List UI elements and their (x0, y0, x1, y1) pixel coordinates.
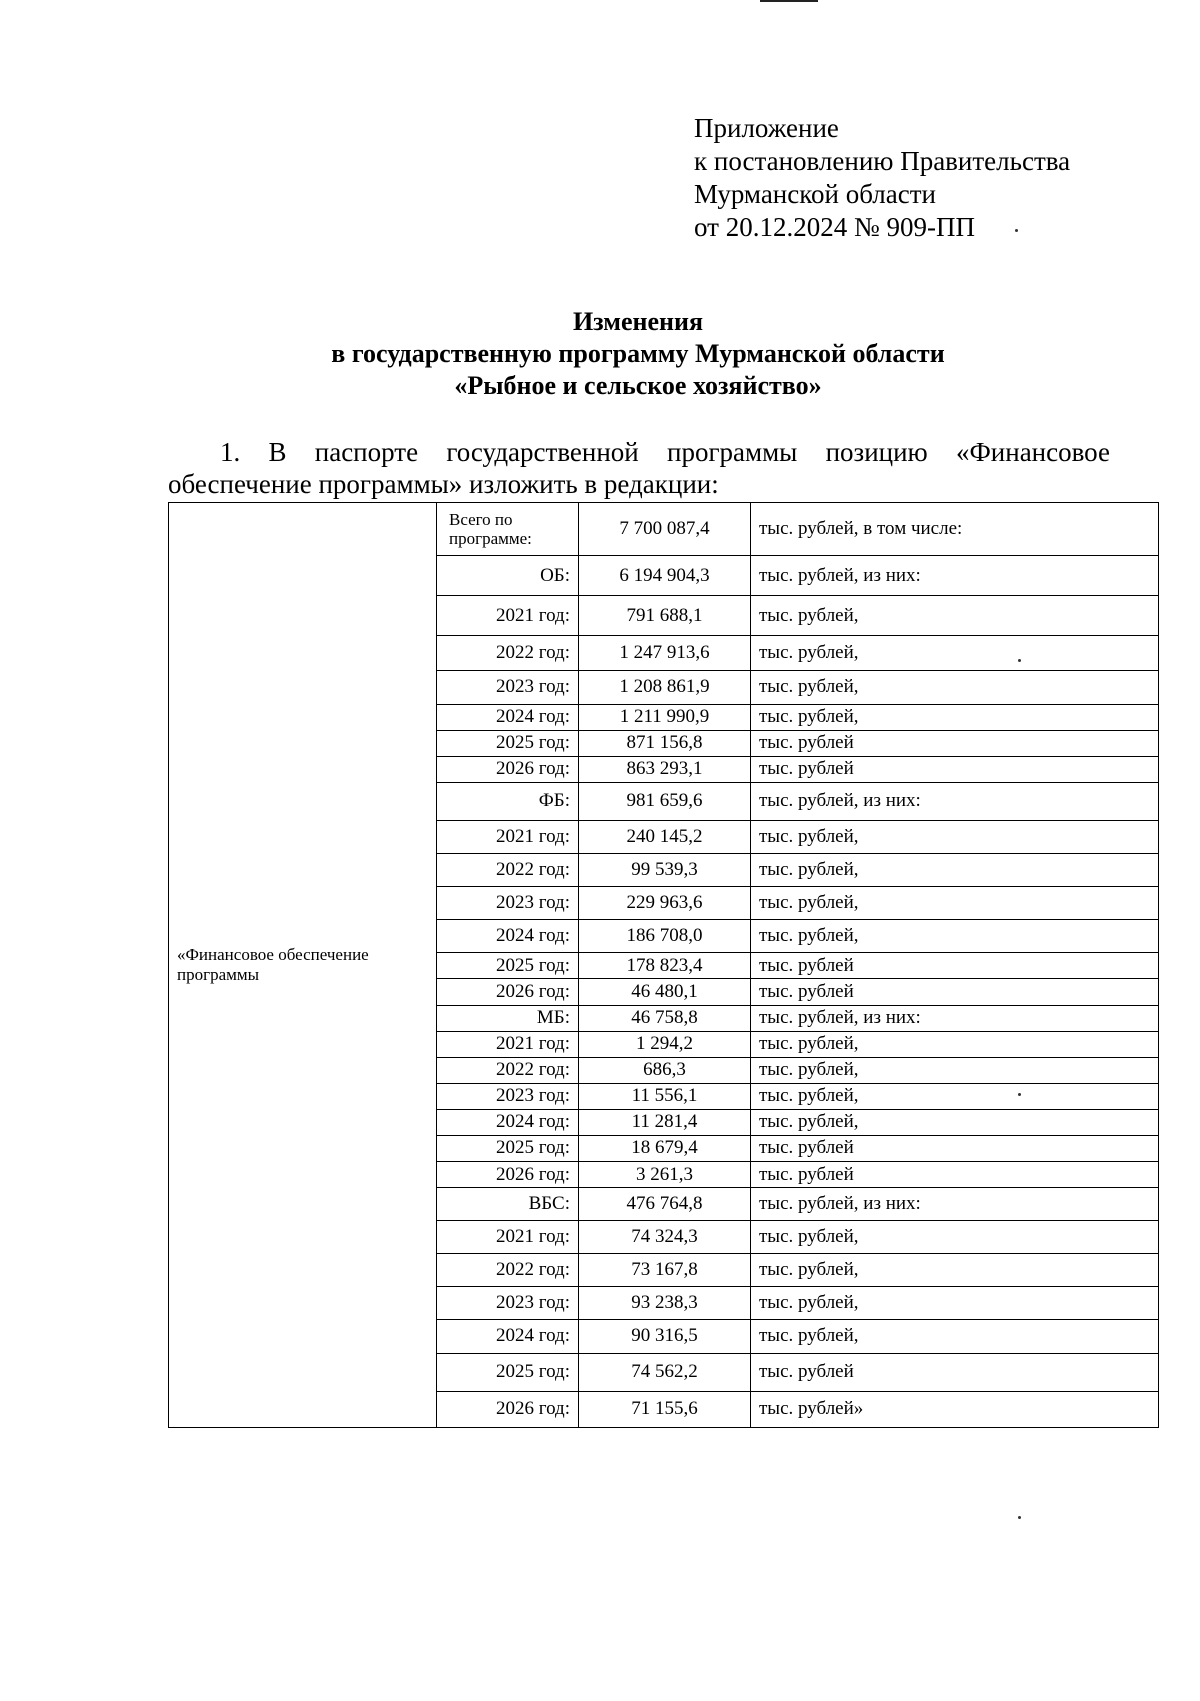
scan-speck (1018, 1093, 1021, 1096)
row-value: 186 708,0 (579, 920, 751, 953)
row-unit: тыс. рублей, из них: (751, 556, 1159, 596)
row-value: 240 145,2 (579, 820, 751, 853)
row-unit: тыс. рублей (751, 953, 1159, 979)
row-value: 73 167,8 (579, 1254, 751, 1287)
row-label: МБ: (437, 1005, 579, 1031)
row-value: 476 764,8 (579, 1188, 751, 1221)
row-unit: тыс. рублей, (751, 596, 1159, 636)
row-unit: тыс. рублей, (751, 1221, 1159, 1254)
row-unit: тыс. рублей, (751, 1320, 1159, 1353)
row-label: 2022 год: (437, 1254, 579, 1287)
appendix-line: Мурманской области (694, 179, 936, 209)
row-unit: тыс. рублей (751, 979, 1159, 1005)
row-unit: тыс. рублей (751, 1161, 1159, 1187)
row-value: 229 963,6 (579, 887, 751, 920)
title-line: Изменения (572, 307, 704, 336)
row-label: 2025 год: (437, 1353, 579, 1391)
row-label: 2024 год: (437, 920, 579, 953)
row-value: 686,3 (579, 1057, 751, 1083)
title-line: в государственную программу Мурманской области (331, 339, 945, 368)
row-unit: тыс. рублей, (751, 854, 1159, 887)
row-unit: тыс. рублей, (751, 670, 1159, 704)
row-value: 6 194 904,3 (579, 556, 751, 596)
row-label: 2021 год: (437, 1031, 579, 1057)
row-value: 791 688,1 (579, 596, 751, 636)
section-label-cell: «Финансовое обеспечение программы (169, 503, 437, 1428)
row-value: 7 700 087,4 (579, 503, 751, 556)
row-value: 90 316,5 (579, 1320, 751, 1353)
appendix-line: Приложение (694, 113, 839, 143)
row-unit: тыс. рублей (751, 1353, 1159, 1391)
row-value: 11 556,1 (579, 1083, 751, 1109)
row-unit: тыс. рублей, (751, 1254, 1159, 1287)
scan-speck (1018, 659, 1021, 662)
row-label: 2023 год: (437, 670, 579, 704)
row-unit: тыс. рублей, из них: (751, 782, 1159, 820)
row-value: 871 156,8 (579, 730, 751, 756)
row-label: ВБС: (437, 1188, 579, 1221)
row-value: 863 293,1 (579, 756, 751, 782)
row-unit: тыс. рублей, (751, 820, 1159, 853)
row-label: Всего по программе: (437, 503, 579, 556)
row-unit: тыс. рублей, из них: (751, 1005, 1159, 1031)
row-value: 93 238,3 (579, 1287, 751, 1320)
appendix-block (694, 112, 1070, 244)
row-label: 2025 год: (437, 730, 579, 756)
row-unit: тыс. рублей, (751, 920, 1159, 953)
row-value: 178 823,4 (579, 953, 751, 979)
document-title (168, 306, 1108, 402)
row-label: 2026 год: (437, 979, 579, 1005)
amendment-paragraph: 1. В паспорте государственной программы позицию «Финансовое обеспечение программы» изложить в редакции: (168, 437, 1110, 499)
row-unit: тыс. рублей, (751, 704, 1159, 730)
row-unit: тыс. рублей, (751, 887, 1159, 920)
row-label: 2026 год: (437, 1391, 579, 1427)
top-margin-mark (760, 0, 818, 2)
table-row (169, 503, 1159, 556)
row-value: 1 294,2 (579, 1031, 751, 1057)
row-label: 2021 год: (437, 596, 579, 636)
row-label: 2024 год: (437, 1109, 579, 1135)
row-label: ОБ: (437, 556, 579, 596)
row-value: 981 659,6 (579, 782, 751, 820)
row-unit: тыс. рублей, (751, 636, 1159, 670)
row-label: 2021 год: (437, 820, 579, 853)
row-value: 74 562,2 (579, 1353, 751, 1391)
row-unit: тыс. рублей, (751, 1083, 1159, 1109)
row-label: 2025 год: (437, 1135, 579, 1161)
row-label: 2023 год: (437, 1287, 579, 1320)
row-value: 1 247 913,6 (579, 636, 751, 670)
row-value: 18 679,4 (579, 1135, 751, 1161)
row-value: 46 758,8 (579, 1005, 751, 1031)
row-unit: тыс. рублей, (751, 1287, 1159, 1320)
row-label: 2024 год: (437, 1320, 579, 1353)
row-label: 2023 год: (437, 887, 579, 920)
row-label: 2022 год: (437, 636, 579, 670)
row-value: 99 539,3 (579, 854, 751, 887)
row-unit: тыс. рублей, в том числе: (751, 503, 1159, 556)
row-value: 3 261,3 (579, 1161, 751, 1187)
scan-speck (1018, 1516, 1021, 1519)
row-value: 1 208 861,9 (579, 670, 751, 704)
financing-table (168, 502, 1159, 1428)
appendix-line: от 20.12.2024 № 909-ПП (694, 212, 975, 242)
title-line: «Рыбное и сельское хозяйство» (454, 371, 822, 400)
scan-speck (1015, 229, 1018, 232)
row-label: 2026 год: (437, 756, 579, 782)
row-label: 2022 год: (437, 854, 579, 887)
row-unit: тыс. рублей, (751, 1057, 1159, 1083)
financing-table-body (169, 503, 1159, 1428)
row-label: 2021 год: (437, 1221, 579, 1254)
row-label: 2022 год: (437, 1057, 579, 1083)
row-unit: тыс. рублей» (751, 1391, 1159, 1427)
row-label: 2026 год: (437, 1161, 579, 1187)
appendix-line: к постановлению Правительства (694, 146, 1071, 176)
row-unit: тыс. рублей (751, 1135, 1159, 1161)
row-value: 46 480,1 (579, 979, 751, 1005)
row-value: 11 281,4 (579, 1109, 751, 1135)
row-unit: тыс. рублей, (751, 1109, 1159, 1135)
row-unit: тыс. рублей, (751, 1031, 1159, 1057)
row-label: 2024 год: (437, 704, 579, 730)
row-value: 74 324,3 (579, 1221, 751, 1254)
row-unit: тыс. рублей (751, 730, 1159, 756)
row-label: 2023 год: (437, 1083, 579, 1109)
row-value: 71 155,6 (579, 1391, 751, 1427)
row-unit: тыс. рублей (751, 756, 1159, 782)
row-unit: тыс. рублей, из них: (751, 1188, 1159, 1221)
row-value: 1 211 990,9 (579, 704, 751, 730)
row-label: ФБ: (437, 782, 579, 820)
row-label: 2025 год: (437, 953, 579, 979)
